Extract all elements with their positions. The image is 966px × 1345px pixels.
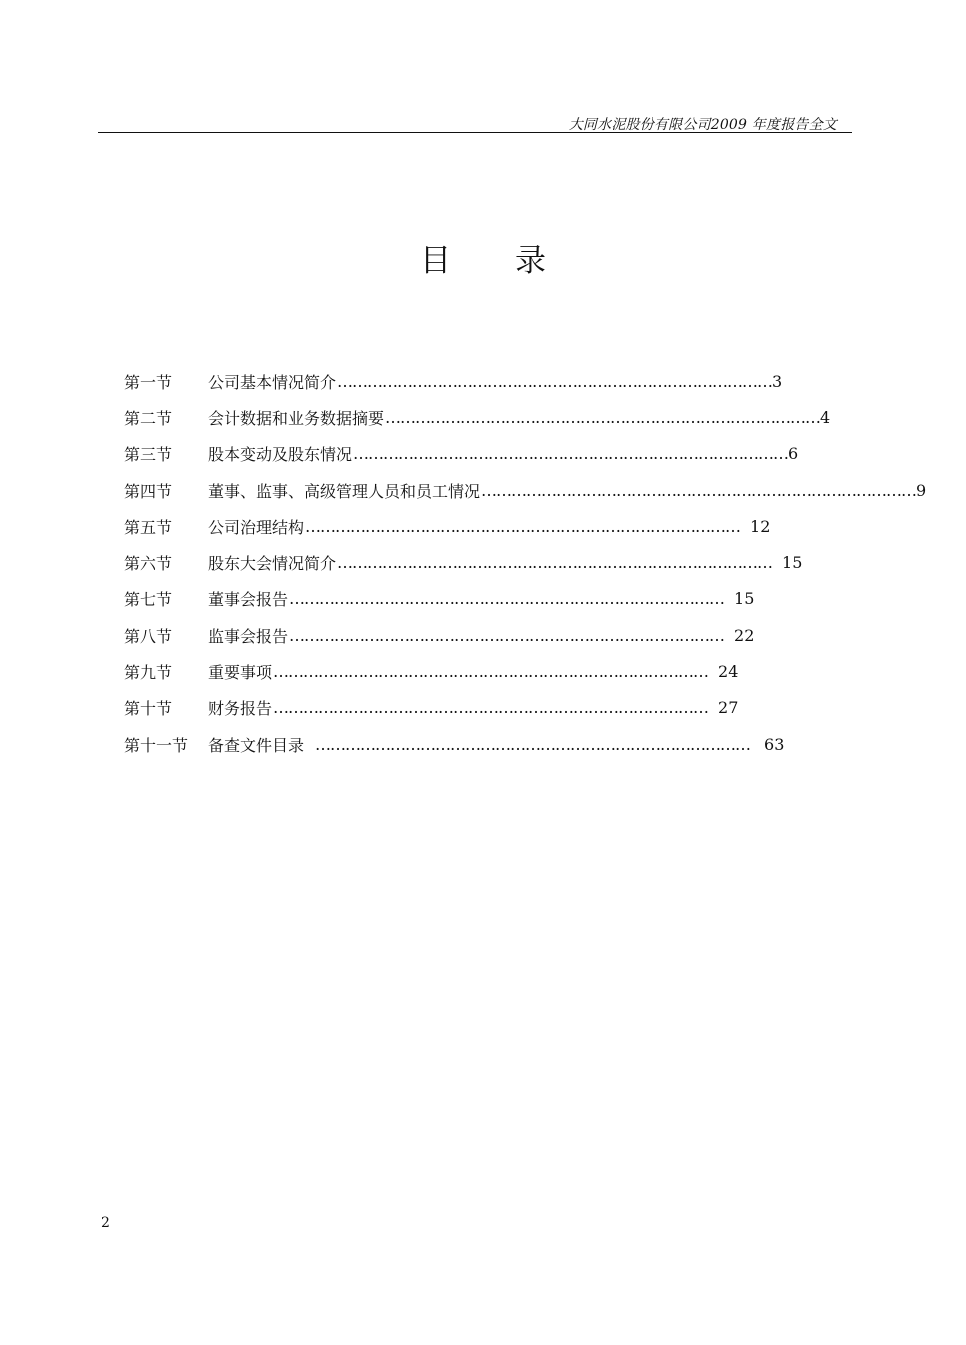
toc-entry[interactable]: [124, 399, 831, 435]
toc-page-number: 9: [916, 480, 927, 500]
toc-page-number: 12: [750, 516, 771, 536]
toc-section-title: 会计数据和业务数据摘要: [208, 408, 385, 428]
toc-section-title: 董事、监事、高级管理人员和员工情况: [208, 481, 481, 501]
toc-dot-leader: ……………………………………………………………………………: [353, 444, 789, 464]
toc-section-number: 第八节: [124, 626, 173, 646]
toc-section-number: 第六节: [124, 554, 173, 574]
toc-section-title: 财务报告: [208, 699, 273, 719]
table-of-contents: [124, 363, 927, 762]
toc-entry[interactable]: [124, 436, 799, 472]
toc-section-number: 第九节: [124, 663, 173, 683]
toc-heading: [0, 241, 966, 281]
toc-section-title: 董事会报告: [208, 590, 289, 610]
toc-page-number: 6: [788, 444, 799, 464]
toc-entry[interactable]: [124, 544, 803, 580]
toc-section-title: 股本变动及股东情况: [208, 445, 353, 465]
toc-section-title: 公司基本情况简介: [208, 372, 337, 392]
toc-section-number: 第七节: [124, 590, 173, 610]
toc-page-number: 15: [734, 589, 755, 609]
toc-entry[interactable]: [124, 363, 783, 399]
toc-dot-leader: ……………………………………………………………………………: [305, 516, 741, 536]
toc-section-title: 监事会报告: [208, 626, 289, 646]
toc-section-number: 第一节: [124, 372, 173, 392]
toc-entry[interactable]: [124, 581, 755, 617]
toc-entry[interactable]: [124, 690, 739, 726]
running-header: 大同水泥股份有限公司2009 年度报告全文: [568, 117, 837, 133]
toc-dot-leader: ……………………………………………………………………………: [481, 480, 917, 500]
page-number: 2: [101, 1215, 110, 1231]
toc-page-number: 27: [718, 698, 739, 718]
toc-page-number: 15: [782, 553, 803, 573]
toc-dot-leader: ……………………………………………………………………………: [315, 734, 751, 754]
toc-page-number: 24: [718, 662, 739, 682]
toc-entry[interactable]: [124, 617, 755, 653]
toc-dot-leader: ……………………………………………………………………………: [337, 371, 773, 391]
toc-section-title: 公司治理结构: [208, 517, 305, 537]
toc-section-title: 备查文件目录: [208, 735, 305, 755]
toc-section-number: 第十节: [124, 699, 173, 719]
toc-heading-right: 录: [515, 243, 546, 279]
toc-section-number: 第四节: [124, 481, 173, 501]
toc-dot-leader: ……………………………………………………………………………: [289, 589, 725, 609]
header-rule: [98, 132, 852, 133]
toc-entry[interactable]: [124, 726, 785, 762]
toc-dot-leader: ……………………………………………………………………………: [385, 407, 821, 427]
toc-entry[interactable]: [124, 472, 927, 508]
toc-page-number: 22: [734, 625, 755, 645]
toc-dot-leader: ……………………………………………………………………………: [273, 698, 709, 718]
toc-dot-leader: ……………………………………………………………………………: [337, 553, 773, 573]
toc-dot-leader: ……………………………………………………………………………: [273, 662, 709, 682]
toc-section-number: 第五节: [124, 517, 173, 537]
toc-heading-left: 目: [420, 243, 451, 279]
toc-page-number: 4: [820, 407, 831, 427]
toc-section-title: 股东大会情况简介: [208, 554, 337, 574]
toc-section-number: 第十一节: [124, 735, 189, 755]
toc-page-number: 63: [764, 734, 785, 754]
toc-dot-leader: ……………………………………………………………………………: [289, 625, 725, 645]
toc-section-number: 第三节: [124, 445, 173, 465]
toc-section-title: 重要事项: [208, 663, 273, 683]
toc-entry[interactable]: [124, 508, 771, 544]
toc-page-number: 3: [772, 371, 783, 391]
toc-section-number: 第二节: [124, 408, 173, 428]
toc-entry[interactable]: [124, 653, 739, 689]
